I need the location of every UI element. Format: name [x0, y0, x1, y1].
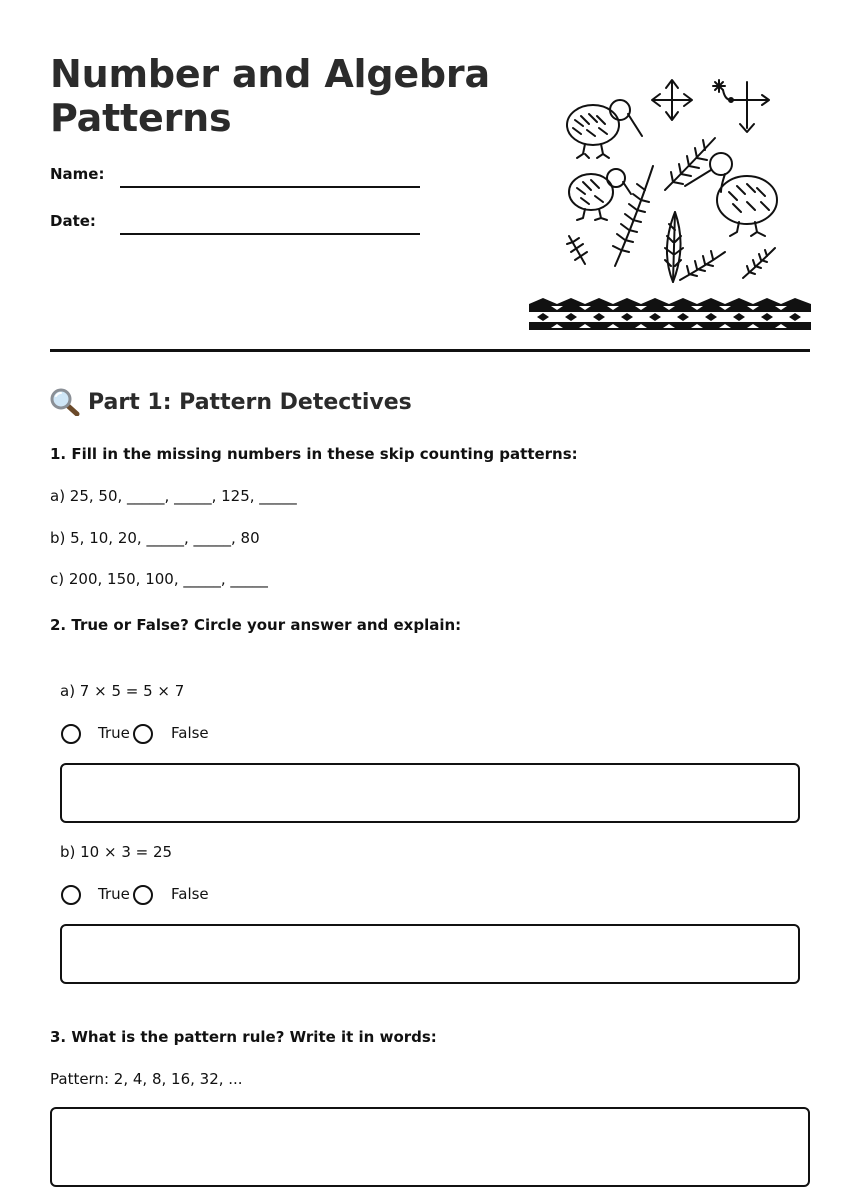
name-label: Name:	[50, 165, 105, 183]
q2-a-true-radio[interactable]	[61, 724, 81, 744]
name-field[interactable]	[120, 186, 420, 188]
q2-b-answer-box[interactable]	[60, 924, 800, 984]
q2-a-false-radio[interactable]	[133, 724, 153, 744]
q2-a-false-label: False	[171, 724, 209, 742]
q2-b-statement: b) 10 × 3 = 25	[60, 843, 173, 861]
page-title	[50, 52, 490, 140]
part1-heading-text: Part 1: Pattern Detectives	[88, 389, 412, 415]
compass-arrow-icon	[652, 80, 692, 120]
fern-leaf-icon	[665, 212, 683, 282]
q2-a-true-label: True	[98, 724, 130, 742]
kiwi-fern-illustration	[525, 70, 815, 335]
q2-a-statement: a) 7 × 5 = 5 × 7	[60, 682, 185, 700]
q3-answer-box[interactable]	[50, 1107, 810, 1187]
date-label: Date:	[50, 212, 96, 230]
fern-sprig-icon	[567, 236, 587, 264]
magnifying-glass-icon	[50, 388, 80, 416]
fern-frond-icon	[613, 166, 653, 266]
part1-heading	[50, 388, 412, 416]
title-line-1: Number and Algebra	[50, 52, 490, 96]
kiwi-bird-icon-3	[685, 153, 777, 236]
header-divider	[50, 349, 810, 352]
title-line-2: Patterns	[50, 96, 232, 140]
q3-prompt: 3. What is the pattern rule? Write it in words:	[50, 1028, 437, 1046]
q1-c: c) 200, 150, 100, _____, _____	[50, 570, 268, 588]
kiwi-bird-icon	[567, 100, 642, 158]
kiwi-bird-icon-2	[569, 169, 631, 220]
q1-prompt: 1. Fill in the missing numbers in these skip counting patterns:	[50, 445, 578, 463]
q2-b-true-radio[interactable]	[61, 885, 81, 905]
q2-b-false-radio[interactable]	[133, 885, 153, 905]
fern-frond-icon-3	[680, 251, 725, 280]
q1-a: a) 25, 50, _____, _____, 125, _____	[50, 487, 297, 505]
compass-arrow-icon-2	[713, 80, 769, 132]
q2-a-answer-box[interactable]	[60, 763, 800, 823]
date-field[interactable]	[120, 233, 420, 235]
taniko-border-pattern	[529, 298, 811, 330]
q2-prompt: 2. True or False? Circle your answer and explain:	[50, 616, 462, 634]
fern-sprig-icon-2	[743, 248, 775, 278]
q3-pattern: Pattern: 2, 4, 8, 16, 32, ...	[50, 1070, 243, 1088]
q1-b: b) 5, 10, 20, _____, _____, 80	[50, 529, 260, 547]
q2-b-true-label: True	[98, 885, 130, 903]
q2-b-false-label: False	[171, 885, 209, 903]
